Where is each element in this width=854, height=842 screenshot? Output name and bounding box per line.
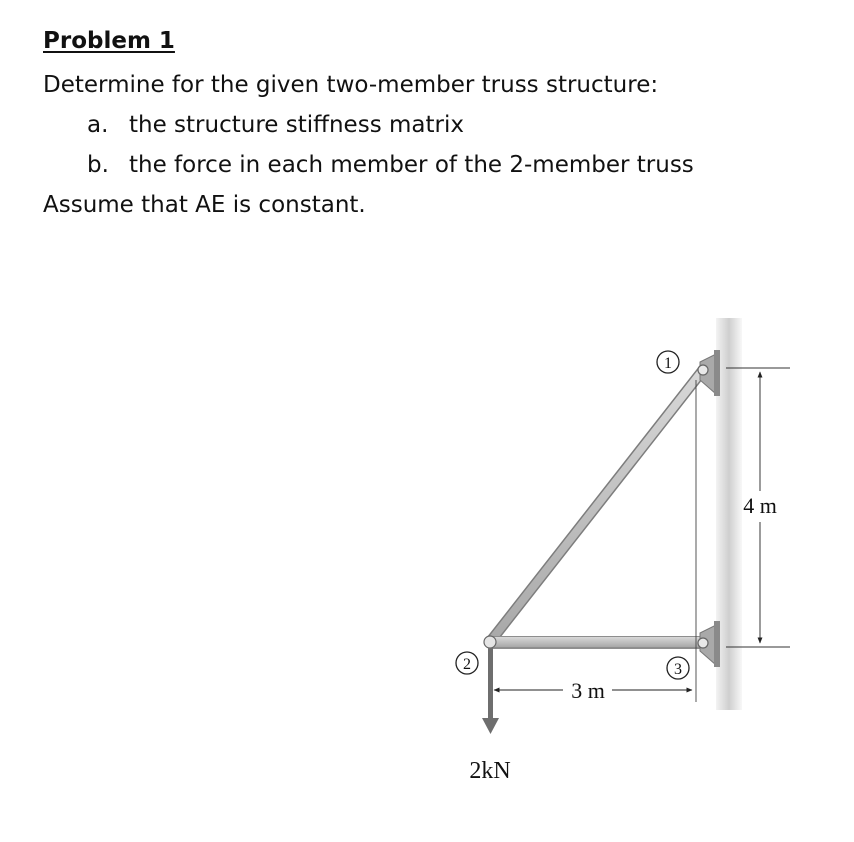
joint-pin-2 <box>484 636 496 648</box>
load-label: 2kN <box>469 758 511 784</box>
node-label-1-text: 1 <box>664 355 672 372</box>
dimension-horizontal <box>490 662 692 703</box>
task-letter-b: b. <box>87 152 109 178</box>
node-label-2 <box>456 652 478 674</box>
node-label-2-text: 2 <box>463 656 471 673</box>
node-label-3 <box>667 657 689 679</box>
bracket-bottom <box>698 621 720 667</box>
task-letter-a: a. <box>87 112 109 138</box>
task-text-b: the force in each member of the 2-member truss <box>129 152 694 178</box>
node-label-1 <box>657 351 679 373</box>
load-arrow <box>482 648 499 734</box>
member-horizontal <box>490 636 704 649</box>
dimension-vertical-label: 4 m <box>743 493 777 518</box>
task-text-a: the structure stiffness matrix <box>129 112 464 138</box>
bracket-top <box>698 350 720 396</box>
member-diagonal <box>490 370 703 642</box>
node-label-3-text: 3 <box>674 661 682 678</box>
problem-title: Problem 1 <box>43 28 175 54</box>
problem-intro: Determine for the given two-member truss structure: <box>43 72 659 98</box>
dimension-horizontal-label: 3 m <box>571 678 605 703</box>
assumption-text: Assume that AE is constant. <box>43 192 366 218</box>
